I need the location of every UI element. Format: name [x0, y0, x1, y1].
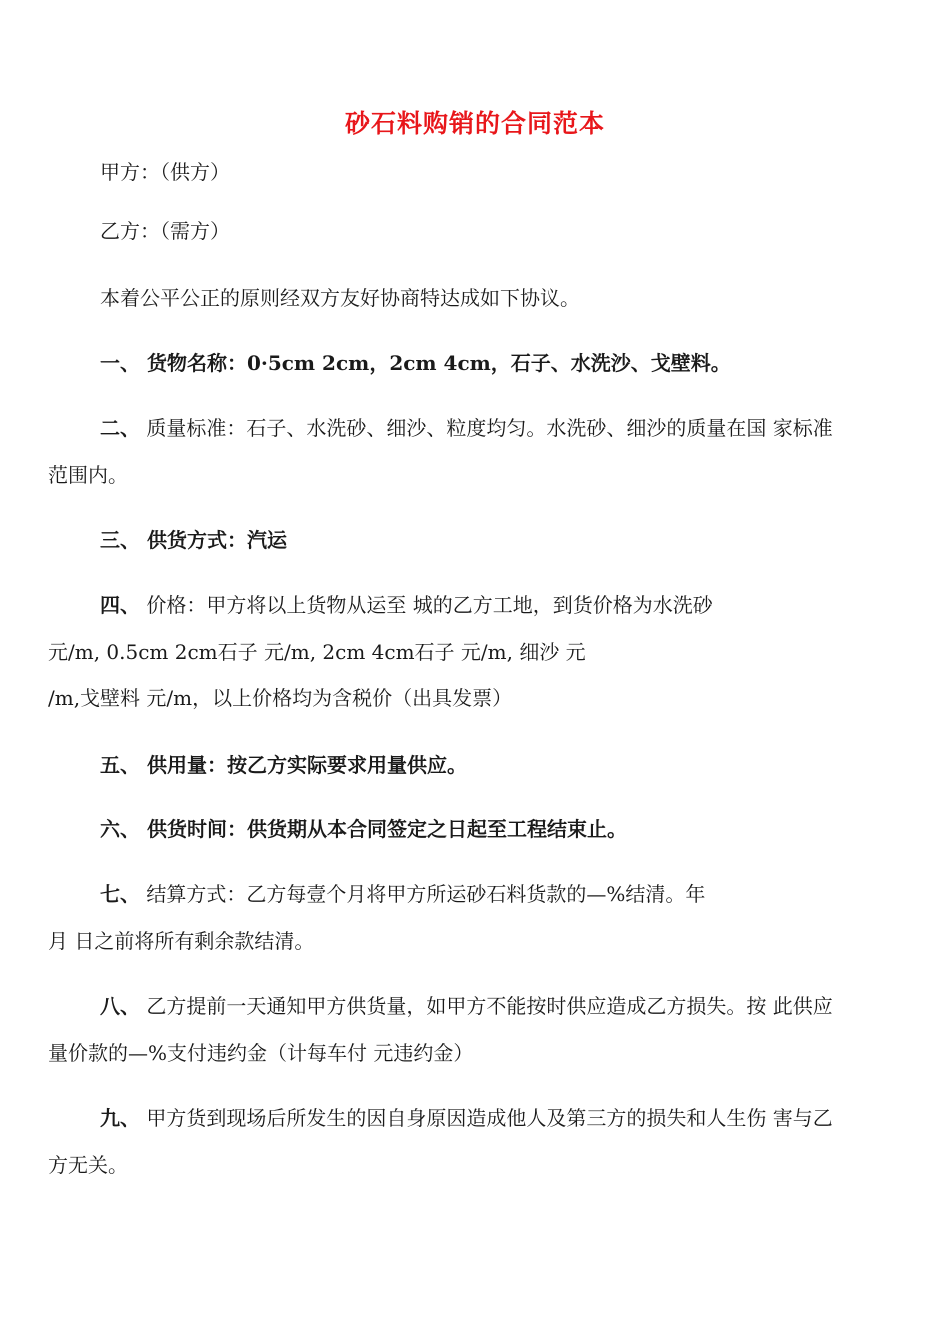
clause-text: 供货方式：汽运 [146, 528, 287, 552]
clause-text: 价格：甲方将以上货物从运至 城的乙方工地，到货价格为水洗砂 [146, 593, 713, 617]
intro-paragraph: 本着公平公正的原则经双方友好协商特达成如下协议。 [100, 286, 580, 310]
clause-8 [100, 992, 833, 1020]
clause-2 [100, 414, 833, 442]
document-title: 砂石料购销的合同范本 [344, 109, 605, 138]
clause-number: 四、 [100, 593, 140, 617]
clause-9 [100, 1104, 833, 1132]
clause-4-continuation: 元/m, 0.5cm 2cm石子 元/m, 2cm 4cm石子 元/m, 细沙 元 [48, 640, 586, 664]
clause-number: 一、 [100, 351, 140, 375]
clause-text: 货物名称：0·5cm 2cm，2cm 4cm，石子、水洗沙、戈壁料。 [140, 351, 731, 375]
clause-number: 六、 [100, 817, 140, 841]
clause-number: 三、 [100, 528, 140, 552]
party-a: 甲方：（供方） [100, 160, 230, 184]
clause-text: 供用量：按乙方实际要求用量供应。 [146, 753, 467, 777]
clause-3 [100, 526, 287, 554]
party-b: 乙方：（需方） [100, 219, 230, 243]
clause-8-continuation: 量价款的—%支付违约金（计每车付 元违约金） [48, 1041, 474, 1065]
clause-number: 八、 [100, 994, 140, 1018]
clause-1 [100, 349, 731, 377]
clause-7 [100, 880, 705, 908]
clause-text: 供货时间：供货期从本合同签定之日起至工程结束止。 [146, 817, 627, 841]
clause-number: 七、 [100, 882, 140, 906]
clause-number: 二、 [100, 416, 140, 440]
clause-number: 五、 [100, 753, 140, 777]
clause-text: 结算方式：乙方每壹个月将甲方所运砂石料货款的—%结清。年 [146, 882, 706, 906]
clause-4-continuation: /m,戈壁料 元/m，以上价格均为含税价（出具发票） [48, 686, 513, 710]
clause-6 [100, 815, 627, 843]
clause-5 [100, 751, 467, 779]
clause-text: 甲方货到现场后所发生的因自身原因造成他人及第三方的损失和人生伤 害与乙 [146, 1106, 833, 1130]
clause-text: 质量标准：石子、水洗砂、细沙、粒度均匀。水洗砂、细沙的质量在国 家标准 [146, 416, 833, 440]
clause-7-continuation: 月 日之前将所有剩余款结清。 [48, 929, 315, 953]
clause-2-continuation: 范围内。 [48, 463, 128, 487]
clause-text: 乙方提前一天通知甲方供货量，如甲方不能按时供应造成乙方损失。按 此供应 [146, 994, 833, 1018]
clause-4 [100, 591, 713, 619]
clause-9-continuation: 方无关。 [48, 1153, 128, 1177]
clause-number: 九、 [100, 1106, 140, 1130]
